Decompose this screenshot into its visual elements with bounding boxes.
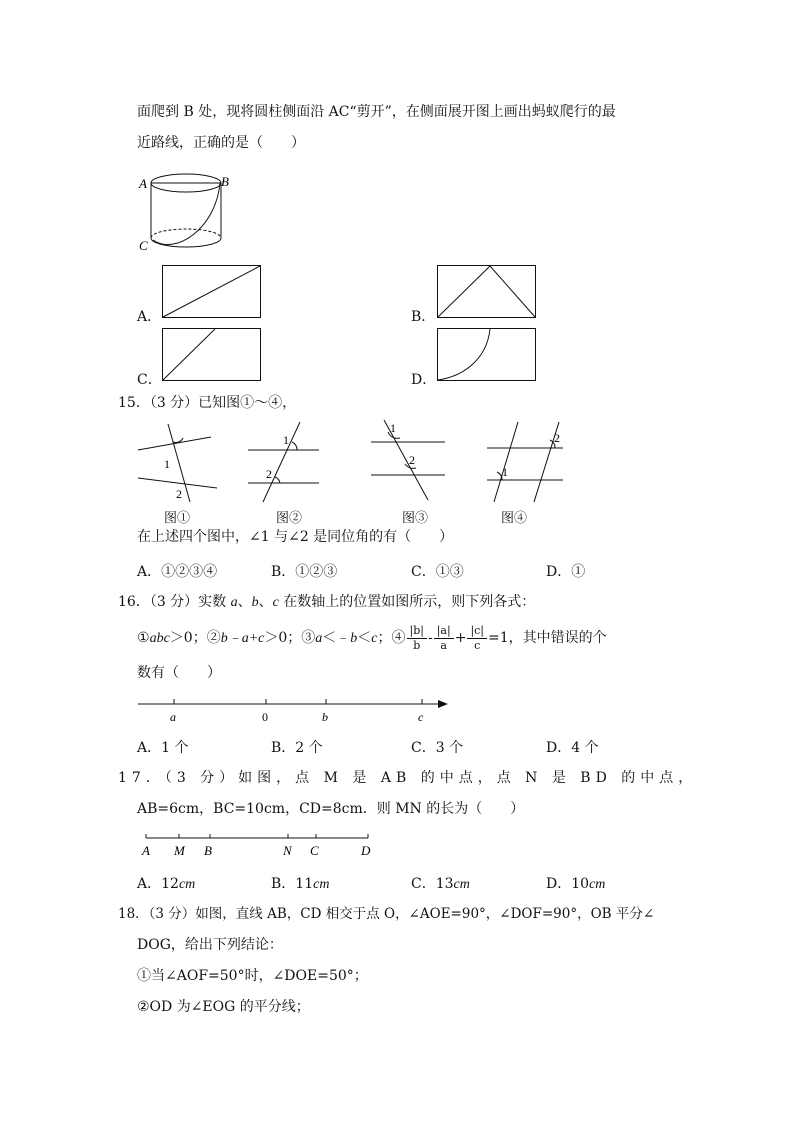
q18-conclusion-1: ①当∠AOF=50°时，∠DOE=50°； — [137, 968, 368, 984]
q16-op-plus: + — [454, 630, 467, 646]
q15-fig2-angle-2: 2 — [266, 467, 272, 481]
q16-s3-mark: ③ — [301, 630, 316, 646]
q16-option-a-label: A． — [137, 740, 162, 756]
q16-axis-arrow-icon — [438, 700, 448, 708]
q17-option-d-unit: cm — [589, 877, 606, 892]
q14-option-c-label: C． — [137, 372, 162, 388]
q16-s2-mark: ② — [206, 630, 221, 646]
q15-option-a-label: A． — [137, 564, 162, 580]
q17-option-a-num: 12 — [161, 876, 179, 892]
q17-option-d — [546, 873, 605, 893]
q15-fig3-angle-1: 1 — [390, 421, 396, 435]
q14-option-a-figure — [162, 265, 262, 319]
q17-point-C: C — [310, 843, 319, 858]
q14-option-d-figure — [437, 328, 537, 382]
q15-stem: 15．（3 分）已知图①～④， — [118, 395, 297, 411]
q14-label-C: C — [139, 238, 148, 253]
q16-option-a-text: 1 个 — [161, 740, 189, 756]
q16-axis-label-c: c — [418, 710, 424, 724]
q15-caption-1: 图① — [164, 511, 191, 526]
q15-option-c — [411, 561, 464, 581]
q16-frac1-den: b — [413, 638, 421, 652]
q15-option-d-label: D． — [546, 564, 572, 580]
q16-stem — [118, 592, 535, 613]
q15-fig1-angle-1: 1 — [164, 457, 170, 471]
q17-point-D: D — [361, 843, 371, 858]
q16-option-d-label: D． — [546, 740, 572, 756]
q16-var-a: a — [230, 595, 238, 610]
q17-option-d-label: D． — [546, 876, 572, 892]
q18-stem-line2: DOG，给出下列结论： — [137, 937, 283, 953]
q17-point-M: M — [174, 843, 185, 858]
q17-option-c-unit: cm — [453, 877, 470, 892]
q17-option-a — [137, 873, 195, 893]
q16-s2-expr: b﹣a+c — [220, 631, 265, 646]
q16-frac2-den: a — [440, 638, 447, 652]
q16-s3-b: b — [350, 631, 358, 646]
q16-frac2-num: |a| — [434, 624, 454, 639]
q15-figure-4 — [484, 420, 566, 504]
q14-option-c-figure — [162, 328, 262, 382]
q16-eq: =1 — [488, 630, 509, 646]
q16-op-minus: - — [427, 630, 433, 646]
q14-stem-line2: 近路线，正确的是（ ） — [137, 135, 305, 151]
q14-option-b-label: B． — [411, 309, 436, 325]
q15-option-c-label: C． — [411, 564, 436, 580]
q17-point-A: A — [142, 843, 150, 858]
q16-option-b-text: 2 个 — [295, 740, 323, 756]
q15-option-b-label: B． — [271, 564, 296, 580]
q16-fraction-a — [434, 624, 454, 653]
q16-axis-label-a: a — [170, 710, 176, 724]
q16-tail: ，其中错误的个 — [508, 630, 607, 646]
q16-s1-expr: abc — [149, 631, 170, 646]
q16-s3-a: a — [315, 631, 323, 646]
q17-option-b — [271, 873, 329, 893]
q15-option-a — [137, 561, 217, 581]
q15-option-b-text: ①②③ — [295, 564, 338, 580]
q15-fig1-angle-2: 2 — [176, 487, 182, 501]
q17-stem-line2: AB=6cm，BC=10cm，CD=8cm．则 MN 的长为（ ） — [137, 801, 525, 817]
q16-var-c: c — [272, 595, 279, 610]
q16-fraction-b — [407, 624, 427, 653]
q16-stem-suffix: 在数轴上的位置如图所示，则下列各式： — [278, 594, 536, 610]
q15-figure-2 — [245, 420, 323, 504]
q15-figure-1 — [135, 422, 220, 504]
q14-stem-line1: 面爬到 B 处，现将圆柱侧面沿 AC“剪开”，在侧面展开图上画出蚂蚁爬行的最 — [137, 104, 616, 120]
q16-frac3-den: c — [474, 638, 481, 652]
q16-option-c-label: C． — [411, 740, 436, 756]
q16-s3-mid1: ＜﹣ — [322, 630, 351, 646]
q15-option-d — [546, 561, 585, 581]
q15-figure-3 — [368, 418, 448, 504]
q17-option-d-num: 10 — [571, 876, 590, 892]
q16-s2-rel: ＞0； — [264, 630, 302, 646]
q14-label-B: B — [221, 174, 229, 189]
q18-conclusion-2: ②OD 为∠EOG 的平分线； — [137, 999, 310, 1015]
q17-point-B: B — [204, 843, 212, 858]
q17-option-c-num: 13 — [435, 876, 454, 892]
q15-fig4-angle-1: 1 — [502, 465, 508, 479]
q16-stem-line3: 数有（ ） — [137, 665, 221, 681]
q17-option-b-label: B． — [271, 876, 296, 892]
q17-option-a-label: A． — [137, 876, 162, 892]
q16-number-line — [136, 694, 452, 728]
q15-caption-3: 图③ — [402, 511, 429, 526]
q16-option-d-text: 4 个 — [571, 740, 599, 756]
q16-s3-mid2: ＜ — [357, 630, 372, 646]
q18-stem-line1: 18．（3 分）如图，直线 AB，CD 相交于点 O，∠AOE=90°，∠DOF=90°，OB 平分∠ — [118, 906, 655, 922]
q16-option-a — [137, 737, 188, 757]
q15-fig2-angle-1: 1 — [283, 433, 289, 447]
q17-option-c-label: C． — [411, 876, 436, 892]
q17-stem-line1: 17．（3 分）如图，点 M 是 AB 的中点，点 N 是 BD 的中点， — [118, 770, 698, 786]
q14-cylinder-figure — [136, 168, 236, 258]
q15-fig4-angle-2: 2 — [554, 431, 560, 445]
q17-point-N: N — [283, 843, 292, 858]
q15-option-b — [271, 561, 337, 581]
q16-stem-prefix: 16．（3 分）实数 — [118, 594, 231, 610]
q16-option-c-text: 3 个 — [435, 740, 464, 756]
q16-frac3-num: |c| — [467, 624, 487, 639]
q17-option-b-num: 11 — [295, 876, 314, 892]
q15-question: 在上述四个图中，∠1 与∠2 是同位角的有（ ） — [137, 529, 454, 545]
q16-axis-label-b: b — [322, 710, 328, 724]
q16-s1-mark: ① — [137, 630, 150, 646]
q16-s1-rel: ＞0； — [169, 630, 207, 646]
q17-option-a-unit: cm — [178, 877, 196, 892]
q16-axis-label-zero: 0 — [262, 710, 268, 724]
q17-option-c — [411, 873, 470, 893]
q15-option-d-text: ① — [571, 564, 586, 580]
q15-caption-4: 图④ — [501, 511, 528, 526]
q16-s4-mark: ④ — [391, 630, 406, 646]
q15-fig3-angle-2: 2 — [409, 453, 415, 467]
q17-option-b-unit: cm — [313, 877, 330, 892]
q14-label-A: A — [139, 176, 147, 191]
q16-frac1-num: |b| — [407, 624, 427, 639]
q16-option-b-label: B． — [271, 740, 296, 756]
q16-sep-1: 、 — [237, 594, 252, 610]
q16-s3-c: c — [371, 631, 378, 646]
q16-sep-2: 、 — [258, 594, 273, 610]
q16-var-b: b — [251, 595, 259, 610]
q15-option-a-text: ①②③④ — [161, 564, 218, 580]
q16-option-b — [271, 737, 323, 757]
q16-s3-end: ； — [377, 630, 392, 646]
q16-fraction-c — [467, 624, 487, 653]
q16-option-c — [411, 737, 463, 757]
q15-option-c-text: ①③ — [435, 564, 464, 580]
q14-option-d-label: D． — [411, 372, 437, 388]
q14-option-a-label: A． — [137, 309, 162, 325]
q16-statements — [137, 623, 607, 654]
q16-option-d — [546, 737, 599, 757]
q15-caption-2: 图② — [276, 511, 303, 526]
q14-option-b-figure — [437, 265, 537, 319]
q17-segment-figure — [138, 830, 378, 860]
